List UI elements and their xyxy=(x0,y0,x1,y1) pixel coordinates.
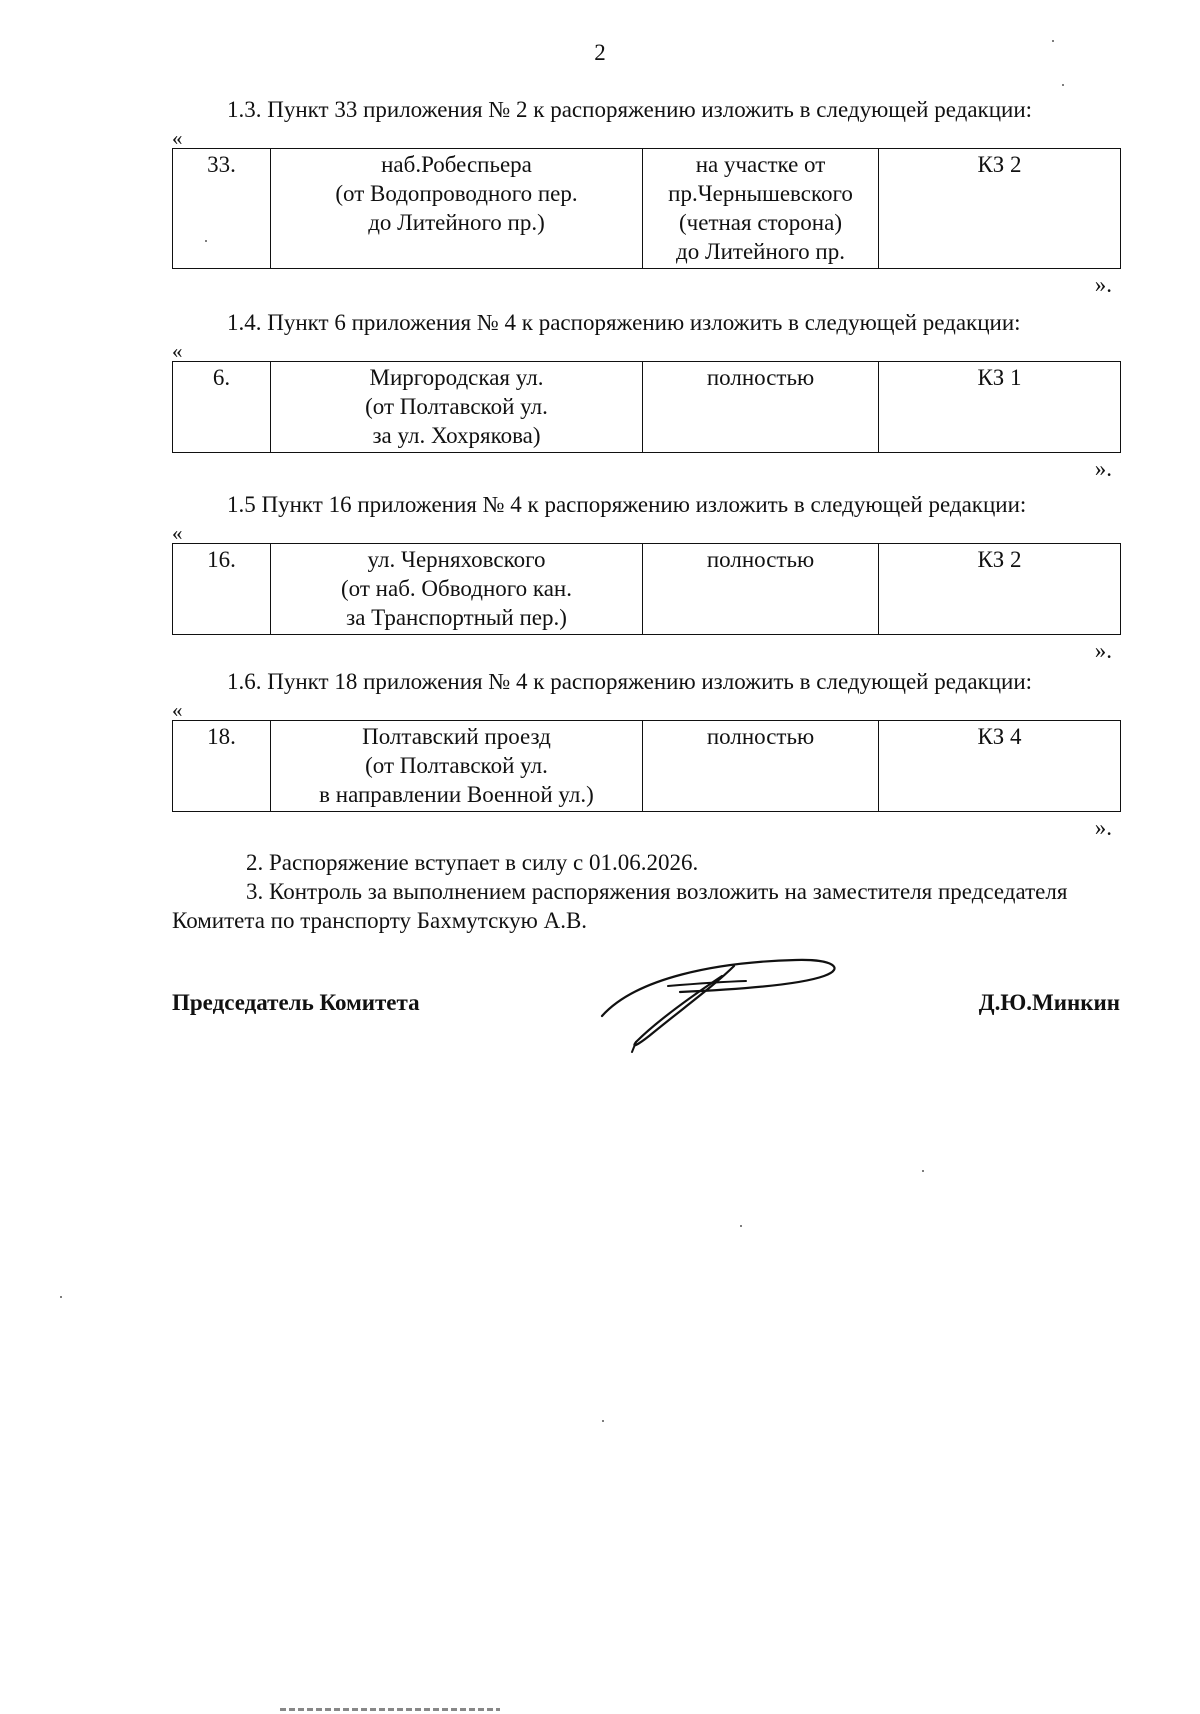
open-quote: « xyxy=(172,126,183,150)
scope-line: полностью xyxy=(706,547,815,572)
page-number: 2 xyxy=(594,40,606,65)
scan-speck xyxy=(602,1420,604,1422)
item-number-cell: 33. xyxy=(173,149,271,269)
control-clause-line-1: 3. Контроль за выполнением распоряжения возложить на заместителя председателя xyxy=(246,879,1068,904)
signer-name: Д.Ю.Минкин xyxy=(978,990,1120,1015)
amendment-section-1-5 xyxy=(172,491,1120,663)
street-line: за Транспортный пер.) xyxy=(346,605,567,630)
scope-cell xyxy=(643,544,879,635)
scan-speck xyxy=(60,1296,62,1298)
scope-line: пр.Чернышевского xyxy=(668,181,853,206)
signer-title: Председатель Комитета xyxy=(172,990,420,1015)
scope-line: на участке от xyxy=(695,152,826,177)
amendment-section-1-6 xyxy=(172,668,1120,840)
amendment-intro: 1.3. Пункт 33 приложения № 2 к распоряжению изложить в следующей редакции: xyxy=(227,97,1033,122)
street-line: за ул. Хохрякова) xyxy=(372,423,541,448)
street-line: (от наб. Обводного кан. xyxy=(341,576,572,601)
zone-class-cell: КЗ 4 xyxy=(879,721,1121,812)
effective-date-clause: 2. Распоряжение вступает в силу с 01.06.2026. xyxy=(246,850,699,875)
amendment-intro: 1.4. Пункт 6 приложения № 4 к распоряжению изложить в следующей редакции: xyxy=(227,310,1021,335)
street-cell xyxy=(271,544,643,635)
amendment-table xyxy=(172,720,1121,812)
scope-cell xyxy=(643,362,879,453)
scan-edge-artifact xyxy=(280,1708,500,1711)
amendment-table xyxy=(172,148,1121,269)
zone-class-cell: КЗ 1 xyxy=(879,362,1121,453)
close-quote: ». xyxy=(1094,456,1112,481)
table-row xyxy=(173,362,1121,453)
street-line: наб.Робеспьера xyxy=(381,152,532,177)
close-quote: ». xyxy=(1094,638,1112,663)
table-row xyxy=(173,544,1121,635)
street-cell xyxy=(271,362,643,453)
street-line: Полтавский проезд xyxy=(362,724,551,749)
scan-speck xyxy=(1062,84,1064,86)
scope-line: (четная сторона) xyxy=(679,210,842,235)
street-cell xyxy=(271,721,643,812)
scope-line: до Литейного пр. xyxy=(676,239,845,264)
street-line: ул. Черняховского xyxy=(367,547,546,572)
scan-speck xyxy=(1052,40,1054,42)
item-number-cell: 16. xyxy=(173,544,271,635)
amendment-intro: 1.5 Пункт 16 приложения № 4 к распоряжению изложить в следующей редакции: xyxy=(227,492,1027,517)
zone-class-cell: КЗ 2 xyxy=(879,149,1121,269)
control-clause-line-2: Комитета по транспорту Бахмутскую А.В. xyxy=(172,908,588,933)
close-quote: ». xyxy=(1094,272,1112,297)
street-line: в направлении Военной ул.) xyxy=(319,782,594,807)
amendment-table xyxy=(172,361,1121,453)
open-quote: « xyxy=(172,339,183,363)
scope-cell xyxy=(643,721,879,812)
amendment-intro: 1.6. Пункт 18 приложения № 4 к распоряжению изложить в следующей редакции: xyxy=(227,669,1033,694)
scan-speck xyxy=(922,1170,924,1172)
close-quote: ». xyxy=(1094,815,1112,840)
open-quote: « xyxy=(172,521,183,545)
street-line: Миргородская ул. xyxy=(369,365,544,390)
street-line: до Литейного пр.) xyxy=(368,210,545,235)
scan-speck xyxy=(740,1225,742,1227)
scope-line: полностью xyxy=(706,724,815,749)
table-row xyxy=(173,149,1121,269)
street-cell xyxy=(271,149,643,269)
table-row xyxy=(173,721,1121,812)
closing-clauses xyxy=(172,848,1120,935)
zone-class-cell: КЗ 2 xyxy=(879,544,1121,635)
item-number-cell: 18. xyxy=(173,721,271,812)
street-line: (от Водопроводного пер. xyxy=(335,181,578,206)
street-line: (от Полтавской ул. xyxy=(365,753,548,778)
open-quote: « xyxy=(172,698,183,722)
amendment-table xyxy=(172,543,1121,635)
scope-cell xyxy=(643,149,879,269)
item-number-cell: 6. xyxy=(173,362,271,453)
amendment-section-1-3 xyxy=(172,96,1120,297)
scan-speck xyxy=(205,240,207,242)
handwritten-signature xyxy=(596,948,846,1058)
scope-line: полностью xyxy=(706,365,815,390)
street-line: (от Полтавской ул. xyxy=(365,394,548,419)
amendment-section-1-4 xyxy=(172,309,1120,481)
